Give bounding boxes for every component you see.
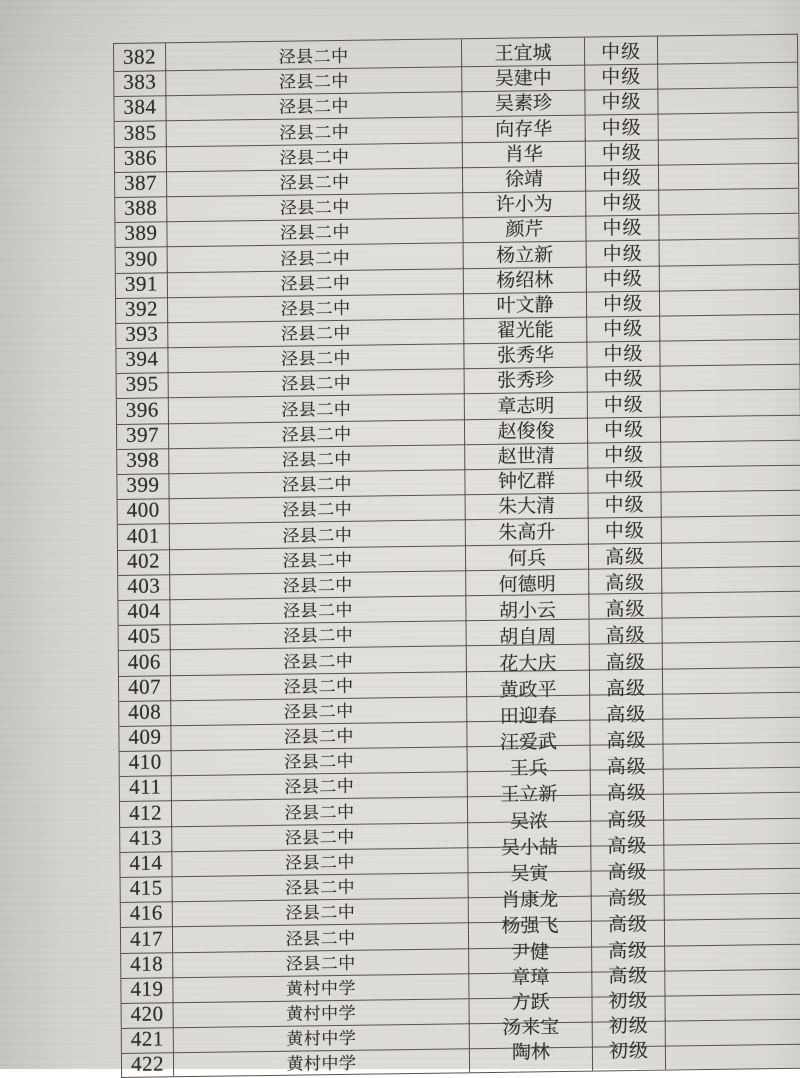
school-name: 泾县二中 <box>282 575 353 596</box>
teacher-name: 徐靖 <box>504 169 544 191</box>
school-name: 黄村中学 <box>286 1053 357 1074</box>
row-number: 385 <box>123 119 157 145</box>
school-name: 泾县二中 <box>284 802 355 823</box>
school-name: 泾县二中 <box>281 399 352 420</box>
row-number: 420 <box>130 1001 164 1026</box>
school-name: 泾县二中 <box>283 626 354 647</box>
rank-level: 高级 <box>605 678 647 700</box>
teacher-name: 胡自周 <box>499 626 557 649</box>
teacher-name: 汤来宝 <box>502 1017 560 1039</box>
teacher-name: 方跃 <box>511 992 550 1014</box>
row-number: 387 <box>124 170 158 195</box>
teacher-name: 王兵 <box>509 758 548 780</box>
row-number: 417 <box>129 925 164 951</box>
teacher-name: 吴浓 <box>510 810 549 833</box>
rank-level: 高级 <box>606 730 647 753</box>
teacher-name: 何德明 <box>498 574 556 596</box>
teacher-name: 田迎春 <box>499 705 557 728</box>
row-number: 404 <box>127 598 161 623</box>
row-number: 400 <box>126 497 160 523</box>
row-number: 412 <box>128 800 163 825</box>
teacher-name: 汪爱武 <box>499 731 558 754</box>
teacher-name: 赵俊俊 <box>497 420 555 443</box>
school-name: 泾县二中 <box>282 600 354 621</box>
rank-level: 中级 <box>604 520 645 542</box>
rank-level: 中级 <box>603 419 645 442</box>
teacher-name: 吴寅 <box>510 863 549 885</box>
row-number: 407 <box>127 674 162 699</box>
row-number: 409 <box>128 724 162 749</box>
row-number: 419 <box>130 976 164 1001</box>
rank-level: 高级 <box>607 862 648 884</box>
rank-level: 中级 <box>601 167 643 190</box>
teacher-name: 吴小喆 <box>500 837 558 859</box>
school-name: 泾县二中 <box>285 903 356 924</box>
school-name: 泾县二中 <box>281 449 352 470</box>
rank-level: 中级 <box>601 117 642 139</box>
row-number: 382 <box>123 44 157 69</box>
row-number: 398 <box>126 447 160 472</box>
rank-level: 中级 <box>604 469 645 492</box>
row-number: 386 <box>123 145 157 170</box>
rank-level: 中级 <box>602 192 643 215</box>
school-name: 泾县二中 <box>283 726 355 747</box>
school-name: 泾县二中 <box>284 752 355 772</box>
rank-level: 高级 <box>605 572 646 595</box>
row-number: 383 <box>123 69 157 95</box>
rank-level: 中级 <box>604 495 645 517</box>
rank-level: 中级 <box>602 268 643 291</box>
school-name: 泾县二中 <box>281 474 353 495</box>
teacher-name: 花大庆 <box>499 653 557 675</box>
school-name: 泾县二中 <box>283 676 354 697</box>
teacher-name: 黄政平 <box>499 679 557 702</box>
teacher-name: 翟光能 <box>496 320 554 342</box>
row-number: 389 <box>124 220 158 246</box>
school-name: 泾县二中 <box>285 877 356 898</box>
school-name: 黄村中学 <box>286 1029 357 1050</box>
teacher-name: 朱高升 <box>498 521 556 544</box>
row-number: 411 <box>129 774 162 800</box>
teacher-name: 朱大清 <box>498 496 556 519</box>
rank-level: 中级 <box>602 243 643 265</box>
row-number: 394 <box>125 346 159 372</box>
rank-level: 高级 <box>604 546 646 569</box>
row-number: 410 <box>128 749 162 775</box>
rank-level: 高级 <box>607 809 648 832</box>
teacher-name: 尹健 <box>511 941 550 964</box>
teacher-name: 吴素珍 <box>494 93 553 116</box>
teacher-name: 颜芹 <box>505 219 544 241</box>
row-number: 399 <box>126 472 160 498</box>
rank-level: 中级 <box>602 293 644 316</box>
school-name: 泾县二中 <box>280 298 351 319</box>
row-number: 388 <box>124 195 158 220</box>
row-number: 401 <box>126 522 160 548</box>
rank-level: 中级 <box>603 369 644 391</box>
school-name: 泾县二中 <box>282 500 353 521</box>
rank-level: 中级 <box>601 92 642 114</box>
rank-level: 中级 <box>604 444 645 467</box>
teacher-name: 向存华 <box>495 118 553 141</box>
row-number: 416 <box>129 900 163 926</box>
rank-level: 初级 <box>608 1015 649 1038</box>
school-name: 泾县二中 <box>282 550 353 571</box>
rank-level: 高级 <box>605 599 646 621</box>
teacher-name: 章璋 <box>511 966 550 989</box>
rank-level: 中级 <box>601 142 642 165</box>
teacher-name: 王立新 <box>500 784 558 807</box>
rank-level: 高级 <box>607 914 649 937</box>
rank-level: 中级 <box>603 394 644 416</box>
teacher-name: 胡小云 <box>498 600 557 623</box>
row-number: 393 <box>125 321 159 346</box>
school-name: 泾县二中 <box>285 953 356 974</box>
rank-level: 中级 <box>603 318 644 341</box>
school-name: 泾县二中 <box>278 71 349 92</box>
school-name: 泾县二中 <box>279 147 350 168</box>
rank-level: 高级 <box>606 756 647 779</box>
school-name: 泾县二中 <box>282 525 353 546</box>
rank-level: 高级 <box>607 888 648 910</box>
rank-level: 高级 <box>607 835 648 858</box>
row-number: 384 <box>123 94 157 120</box>
row-number: 402 <box>126 548 161 573</box>
school-name: 泾县二中 <box>280 323 351 344</box>
school-name: 泾县二中 <box>285 928 356 949</box>
school-name: 泾县二中 <box>278 97 350 118</box>
rank-level: 高级 <box>606 783 647 805</box>
row-number: 395 <box>125 371 159 397</box>
school-name: 泾县二中 <box>279 197 350 218</box>
teacher-name: 章志明 <box>497 395 555 418</box>
school-name: 泾县二中 <box>284 852 356 873</box>
teacher-name: 叶文静 <box>496 294 554 317</box>
teacher-name: 何兵 <box>507 548 547 570</box>
teacher-name: 吴建中 <box>494 68 552 90</box>
rank-level: 中级 <box>600 41 642 64</box>
teacher-name: 赵世清 <box>497 446 555 468</box>
row-number: 397 <box>125 422 160 447</box>
teacher-name: 陶林 <box>511 1042 551 1064</box>
school-name: 泾县二中 <box>280 248 351 269</box>
rank-level: 中级 <box>603 344 644 366</box>
rank-level: 高级 <box>605 651 646 674</box>
school-name: 黄村中学 <box>285 978 356 999</box>
school-name: 泾县二中 <box>280 273 351 294</box>
rank-level: 初级 <box>608 1041 650 1063</box>
rank-level: 中级 <box>602 218 643 240</box>
teacher-name: 肖康龙 <box>501 889 559 912</box>
row-number: 396 <box>125 397 159 422</box>
rank-level: 高级 <box>606 704 647 726</box>
teacher-name: 杨绍林 <box>496 269 554 292</box>
rank-level: 高级 <box>608 965 649 988</box>
row-number: 413 <box>129 825 163 850</box>
school-cell <box>174 1047 470 1076</box>
teacher-name: 钟忆群 <box>497 471 556 493</box>
school-name: 泾县二中 <box>278 46 349 67</box>
school-name: 泾县二中 <box>284 777 355 798</box>
school-name: 泾县二中 <box>280 349 352 369</box>
rank-level: 高级 <box>608 940 649 962</box>
school-name: 泾县二中 <box>279 223 351 244</box>
school-name: 泾县二中 <box>283 701 354 722</box>
school-name: 泾县二中 <box>279 122 350 143</box>
school-name: 泾县二中 <box>283 651 354 672</box>
teacher-name: 张秀珍 <box>497 370 555 393</box>
row-number: 403 <box>127 573 161 598</box>
school-name: 泾县二中 <box>284 827 355 848</box>
row-number: 390 <box>124 245 158 271</box>
row-number: 418 <box>130 951 164 976</box>
teacher-rank-table <box>113 34 800 1078</box>
row-number-cell <box>122 1051 174 1077</box>
row-number: 406 <box>127 648 161 674</box>
row-number: 391 <box>124 271 158 296</box>
teacher-name: 杨立新 <box>496 244 554 267</box>
teacher-name: 许小为 <box>495 194 553 216</box>
rank-level: 高级 <box>605 625 646 648</box>
teacher-name: 张秀华 <box>496 345 555 368</box>
row-number: 408 <box>128 699 162 724</box>
row-number: 415 <box>129 875 163 901</box>
row-number: 421 <box>130 1026 164 1052</box>
school-name: 泾县二中 <box>281 374 352 395</box>
teacher-name: 王宜城 <box>494 43 552 65</box>
rank-level: 初级 <box>608 990 649 1013</box>
row-number: 414 <box>129 850 163 875</box>
school-name: 泾县二中 <box>279 172 350 193</box>
teacher-name: 杨强飞 <box>501 915 559 938</box>
row-number: 392 <box>124 296 159 321</box>
empty-cell <box>666 1042 800 1069</box>
teacher-name: 肖华 <box>504 143 543 166</box>
row-number: 422 <box>130 1051 165 1076</box>
school-name: 黄村中学 <box>286 1003 357 1024</box>
school-name: 泾县二中 <box>281 424 352 445</box>
row-number: 405 <box>127 623 161 649</box>
rank-level: 中级 <box>601 66 642 89</box>
